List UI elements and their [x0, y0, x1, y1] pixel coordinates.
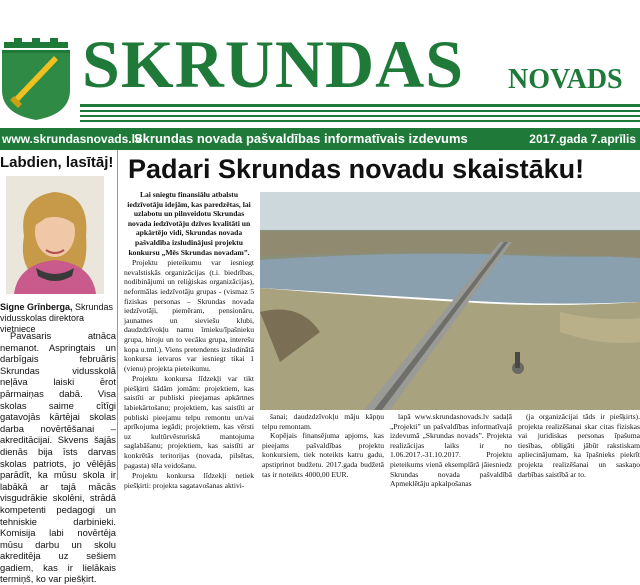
aerial-bridge-photo	[260, 192, 640, 410]
article-column-1	[124, 190, 254, 491]
masthead-rule	[80, 110, 640, 112]
article-paragraph: (ja organizācijai tāds ir piešķirts). projekta realizēšanai skar citas fiziskas vai juridiskas personas īpašuma tiesības, obligāti jābūt rakstiskam apliecinājumam, ka īpašnieks piekrīt projekta realizēšanai un saskaņo darbības saistībā ar to.	[518, 412, 640, 479]
article-paragraph: lapā www.skrundasnovads.lv sadaļā „Projekti” un pašvaldības informatīvajā izdevumā „Skrundas novads”. Projekta realizācijas laiks ir no 1.06.2017.-31.10.2017. Projektu pieteikums vienā eksemplārā jāiesniedz Skrundas novada pašvaldībā Apmeklētāju apkalpošanas	[390, 412, 512, 489]
article-paragraph: šanai; daudzdzīvokļu māju kāpņu telpu remontam.	[262, 412, 384, 431]
article-paragraph: Projektu pieteikumu var iesniegt nevalstiskās organizācijas (t.i. biedrības, nodibinājumi un reliģiskas organizācijas), neformālas iedzīvotāju grupas - (vismaz 5 fiziskas personas – Skrundas novada iedzīvotāji, piemēram, pensionāru, jaunatnes un sieviešu klubi, daudzdzīvokļu namu īrnieku/īpašnieku grupa, biroju un to vecāku grupa, interešu kopa u.tml.). Viens pretendents izsludinātā konkursa ietvaros var iesniegt tikai 1 (vienu) projekta pieteikumu.	[124, 258, 254, 373]
publication-description: Skrundas novada pašvaldības informatīvais izdevums	[134, 131, 468, 146]
editorial-column	[0, 150, 118, 585]
author-portrait	[6, 176, 104, 294]
editorial-text: Pavasaris atnāca nemanot. Aspringtais un darbīgais februāris Skrundas vidusskolā neļāva laiski ērot pārmaiņas dabā. Visa skolas saime cītīgi gatavojās kārtējai skolas darba novērtēšanai – akreditācijai. Skvens šajās dienās bija īsts darvas skolas patriots, jo vēlējās parādīt, ka mūsu skola ir labākā ar tajā mācās visgudrākie skolēni, strādā kompetenti pedagogi un tehniskie darbinieki. Komisija labi novērtēja mūsu darbu un skolu akreditēja uz sešiem gadiem, kas ir lielākais termiņš, ko var piešķirt.	[0, 330, 116, 585]
article-paragraph: Projektu konkursa līdzekļi var tikt piešķirti šādām jomām: projektiem, kas saistīti ar publiski pieejamas apkārtnes labiekārtošanu; projektiem, kas saistīti ar publiski pieejamu telpu remontu un/vai aprīkojuma iegādi; projektiem, kas vērsti uz kultūrvēsturiskā mantojuma saglabāšanu; projektiem, kas saistīti ar konkrētās teritorijas (novada, pilsētas, pagasta) tēla veidošanu.	[124, 374, 254, 470]
article-column-2	[262, 412, 384, 479]
masthead-rule	[80, 104, 640, 107]
masthead-rule	[80, 115, 640, 117]
website-link[interactable]: www.skrundasnovads.lv	[2, 132, 142, 146]
greeting-heading: Labdien, lasītāj!	[0, 154, 114, 171]
info-bar	[0, 128, 640, 150]
article-column-3	[390, 412, 512, 489]
newspaper-title-suffix: NOVADS	[508, 64, 623, 95]
author-name: Signe Grīnberga,	[0, 302, 73, 312]
coat-of-arms-icon	[0, 34, 72, 120]
article-column-4	[518, 412, 640, 479]
article-paragraph: Kopējais finansējuma apjoms, kas pieejams pašvaldības projektu konkursiem, tiek noteikts katru gadu, apstiprinot budžetu. 2017.gada budžetā tas ir noteikts 4000,00 EUR.	[262, 431, 384, 479]
article-headline: Padari Skrundas novadu skaistāku!	[128, 154, 585, 184]
newspaper-title: SKRUNDAS	[82, 26, 465, 102]
author-role: Skrundas vidusskolas direktora vietniece	[0, 302, 114, 334]
masthead	[0, 0, 640, 128]
masthead-rule	[80, 120, 640, 122]
article-lead: Lai sniegtu finansiālu atbalstu iedzīvotāju idejām, kas paredzētas, lai uzlabotu un pilnveidotu Skrundas novada iedzīvotāju dzīves kvalitāti un apkārtējo vidi, Skrundas novada pašvaldība izsludinājusi projektu konkursu „Mēs Skrundas novadam”.	[127, 190, 251, 257]
issue-date: 2017.gada 7.aprīlis	[529, 132, 636, 146]
article-paragraph: Projektu konkursa līdzekļi netiek piešķirti: projekta sagatavošanas aktivi-	[124, 471, 254, 490]
